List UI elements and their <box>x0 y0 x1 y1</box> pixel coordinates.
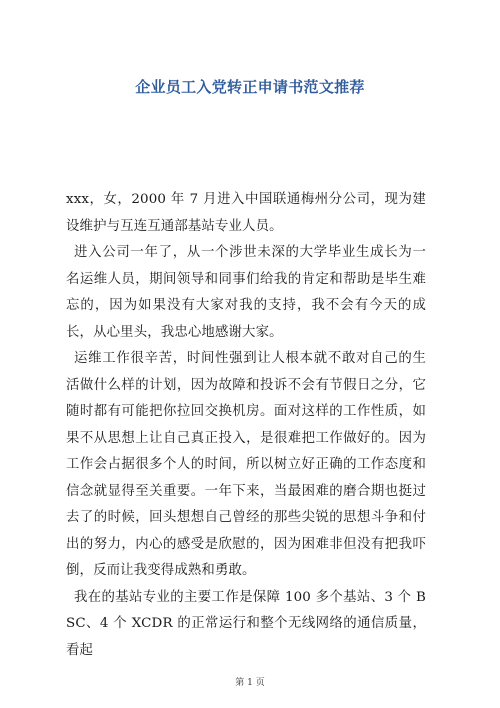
paragraph-intro: xxx，女，2000 年 7 月进入中国联通梅州分公司，现为建设维护与互连互通部基站专业人员。 <box>66 192 426 234</box>
document-body <box>66 187 426 664</box>
document-title: 企业员工入党转正申请书范文推荐 <box>135 78 365 96</box>
paragraph-base-station: 我在的基站专业的主要工作是保障 100 多个基站、3 个 BSC、4 个 XCDR 的正常运行和整个无线网络的通信质量，看起 <box>66 589 426 658</box>
page-number: 第 1 页 <box>235 678 265 688</box>
paragraph-gratitude: 进入公司一年了，从一个涉世未深的大学毕业生成长为一名运维人员，期间领导和同事们给我的肯定和帮助是毕生难忘的，因为如果没有大家对我的支持，我不会有今天的成长，从心里头，我忠心地感谢大家。 <box>66 245 426 340</box>
paragraph-work-experience: 运维工作很辛苦，时间性强到让人根本就不敢对自己的生活做什么样的计划，因为故障和投诉不会有节假日之分，它随时都有可能把你拉回交换机房。面对这样的工作性质，如果不从思想上让自己真正投入，是很难把工作做好的。因为工作会占据很多个人的时间，所以树立好正确的工作态度和信念就显得至关重要。一年下来，当最困难的磨合期也挺过去了的时候，回头想想自己曾经的那些尖锐的思想斗争和付出的努力，内心的感受是欣慰的，因为困难非但没有把我吓倒，反而让我变得成熟和勇敢。 <box>66 351 426 578</box>
